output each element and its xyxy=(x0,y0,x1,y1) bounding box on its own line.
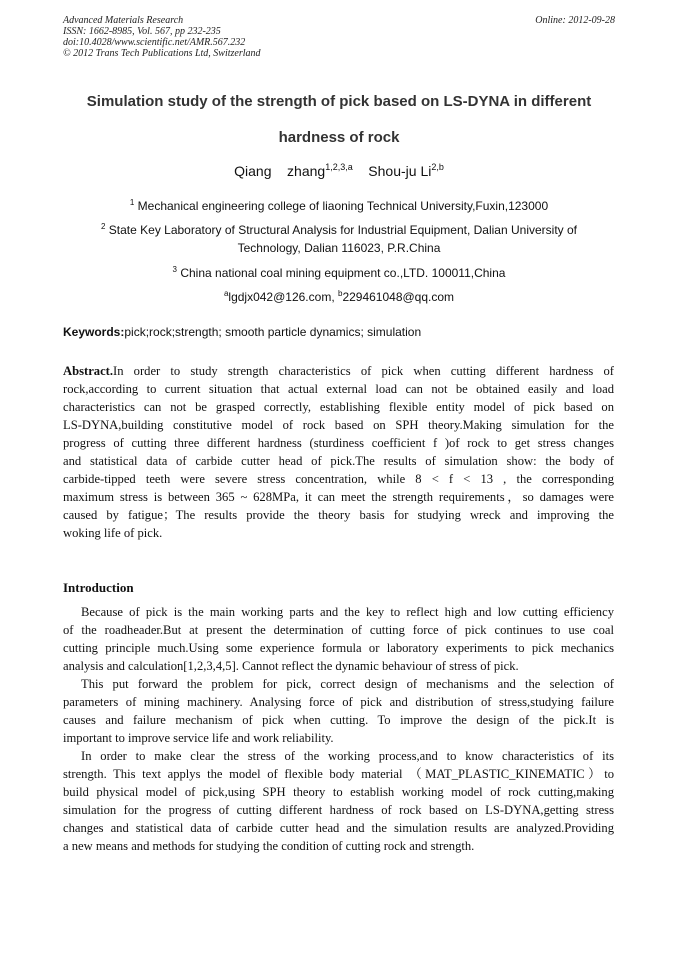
introduction-body xyxy=(63,603,614,855)
abstract-line: progress of cutting three different hardness (sturdiness coefficient f )of rock to get stress changes xyxy=(63,436,614,450)
intro-line: Because of pick is the main working parts and the key to reflect high and low cutting efficiency xyxy=(81,605,614,619)
affiliation-2-text-cont: Technology, Dalian 116023, P.R.China xyxy=(237,241,441,255)
author-2-name: Shou-ju Li xyxy=(368,163,432,179)
intro-line: of the roadheader.But at present the determination of cutting force of pick continues to use coal xyxy=(63,623,614,637)
email-a-mark: a xyxy=(223,289,229,298)
copyright: © 2012 Trans Tech Publications Ltd, Switzerland xyxy=(63,48,261,59)
abstract-line: and statistical data of carbide cutter head of pick.The results of simulation show: the body of xyxy=(63,454,614,468)
intro-line: This put forward the problem for pick, correct design of mechanisms and the selection of xyxy=(81,677,614,691)
abstract-line: maximum stress is between 365 ~ 628MPa, it can meet the strength requirements，so damages were xyxy=(63,490,614,504)
affiliation-3-text: China national coal mining equipment co.,LTD. 100011,China xyxy=(180,266,506,280)
abstract-line: woking life of pick. xyxy=(63,526,163,540)
journal-name: Advanced Materials Research xyxy=(63,15,184,26)
intro-line: parameters of mining machinery. Analysing force of pick and distribution of stress,studying failure xyxy=(63,695,614,709)
intro-line: simulation for the progress of cutting different hardness of rock based on LS-DYNA,getting stress xyxy=(63,803,614,817)
abstract-line: rock,according to current situation that actual external load can not be obtained easily and load xyxy=(63,382,614,396)
abstract-line: LS-DYNA,building constitutive model of rock based on SPH theory.Making simulation for the xyxy=(63,418,614,432)
abstract-line: carbide-tipped teeth were severe stress concentration, while 8 < f < 13 , the corresponding xyxy=(63,472,614,486)
section-heading-introduction: Introduction xyxy=(63,580,134,595)
abstract-line-text: In order to study strength characteristics of pick when cutting different hardness of xyxy=(113,364,614,378)
journal-header xyxy=(63,15,261,59)
keywords-label: Keywords: xyxy=(63,325,125,339)
intro-line: causes and failure mechanism of pick when cutting. To improve the design of the pick.It is xyxy=(63,713,614,727)
abstract-line: caused by fatigue；The results provide the theory basis for studying wreck and improving the xyxy=(63,508,614,522)
intro-line: important to improve service life and work reliability. xyxy=(63,731,334,745)
keywords xyxy=(63,325,421,339)
abstract-line: characteristics can not be grasped correctly, establishing flexible entity model of pick based on xyxy=(63,400,614,414)
online-date: Online: 2012-09-28 xyxy=(535,15,615,26)
title-line-2: hardness of rock xyxy=(278,129,400,146)
author-2-affiliation-mark: 2,b xyxy=(431,162,444,172)
abstract xyxy=(63,362,614,542)
paper-title xyxy=(40,91,638,149)
issn: ISSN: 1662-8985, Vol. 567, pp 232-235 xyxy=(63,26,221,37)
email-line xyxy=(75,285,603,306)
keywords-text: pick;rock;strength; smooth particle dynamics; simulation xyxy=(124,325,422,339)
author-list xyxy=(40,162,638,179)
doi: doi:10.4028/www.scientific.net/AMR.567.232 xyxy=(63,37,246,48)
email-b: 229461048@qq.com xyxy=(342,290,455,304)
intro-line: In order to make clear the stress of the working process,and to know characteristics of its xyxy=(81,749,614,763)
author-1-affiliation-mark: 1,2,3,a xyxy=(325,162,353,172)
intro-line: a new means and methods for studying the condition of cutting rock and strength. xyxy=(63,839,475,853)
intro-line: build physical model of pick,using SPH theory to establish working model of rock cutting,making xyxy=(63,785,614,799)
email-a: lgdjx042@126.com, xyxy=(228,290,338,304)
intro-line: analysis and calculation[1,2,3,4,5]. Cannot reflect the dynamic behaviour of stress of pick. xyxy=(63,659,519,673)
affiliation-1-number: 1 xyxy=(129,198,135,207)
intro-line: strength. This text applys the model of flexible body material （MAT_PLASTIC_KINEMATIC）to xyxy=(63,767,614,781)
affiliation-3-number: 3 xyxy=(172,265,177,274)
abstract-label: Abstract. xyxy=(63,364,114,378)
abstract-line xyxy=(63,362,614,380)
affiliation-2 xyxy=(75,218,603,257)
author-1-name: Qiang zhang xyxy=(234,163,326,179)
affiliation-2-number: 2 xyxy=(100,222,106,231)
affiliation-2-text: State Key Laboratory of Structural Analysis for Industrial Equipment, Dalian University of xyxy=(108,223,578,237)
affiliation-1 xyxy=(75,194,603,215)
email-b-mark: b xyxy=(337,289,343,298)
intro-line: cutting principle much.Using some experience formula or laboratory experiments to pick mechanics xyxy=(63,641,614,655)
title-line-1: Simulation study of the strength of pick based on LS-DYNA in different xyxy=(86,93,592,110)
affiliation-3 xyxy=(75,261,603,282)
intro-line: changes and statistical data of carbide cutter head and the simulation results are analyzed.Providing xyxy=(63,821,614,835)
affiliation-1-text: Mechanical engineering college of liaoning Technical University,Fuxin,123000 xyxy=(137,199,549,213)
